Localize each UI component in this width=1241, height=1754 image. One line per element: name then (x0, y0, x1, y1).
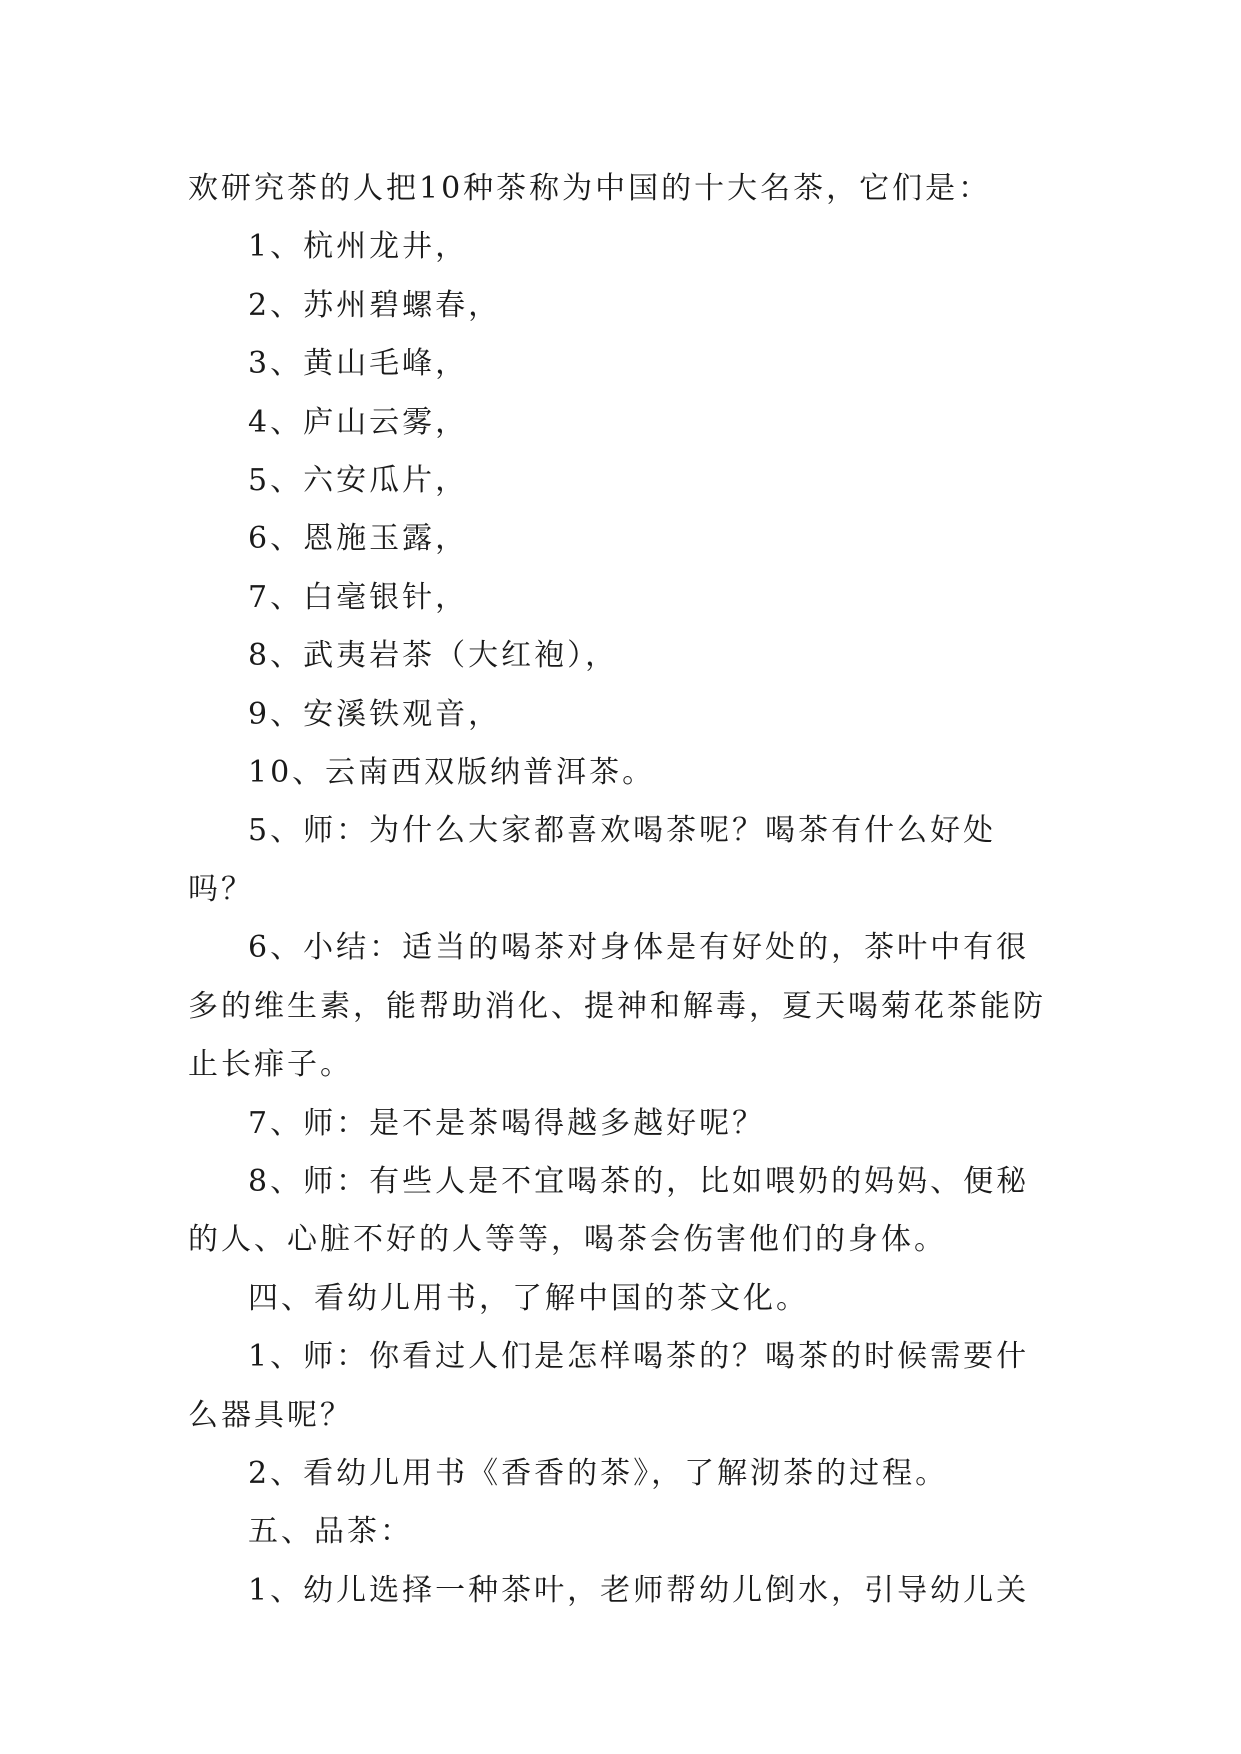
paragraph: 4、庐山云雾， (248, 404, 469, 440)
paragraph: 8、师：有些人是不宜喝茶的，比如喂奶的妈妈、便秘的人、心脏不好的人等等，喝茶会伤害他们的身体。 (188, 1163, 1030, 1258)
paragraph: 五、品茶： (248, 1514, 413, 1550)
paragraph: 6、恩施玉露， (248, 521, 469, 557)
paragraph: 1、师：你看过人们是怎样喝茶的？喝茶的时候需要什么器具呢？ (188, 1339, 1030, 1433)
paragraph: 8、武夷岩茶（大红袍）， (248, 638, 619, 674)
paragraph: 欢研究茶的人把10种茶称为中国的十大名茶，它们是： (188, 171, 992, 206)
paragraph: 5、师：为什么大家都喜欢喝茶呢？喝茶有什么好处吗？ (188, 813, 997, 907)
paragraph: 6、小结：适当的喝茶对身体是有好处的，茶叶中有很多的维生素，能帮助消化、提神和解毒，夏天喝菊花茶能防止长痱子。 (188, 930, 1046, 1083)
paragraph: 2、苏州碧螺春， (248, 287, 502, 323)
paragraph: 5、六安瓜片， (248, 463, 469, 499)
paragraph: 四、看幼儿用书，了解中国的茶文化。 (248, 1280, 809, 1316)
paragraph: 7、白毫银针， (248, 579, 469, 615)
document-body (188, 160, 1058, 1620)
paragraph: 1、幼儿选择一种茶叶，老师帮幼儿倒水，引导幼儿关 (248, 1572, 1030, 1608)
paragraph: 9、安溪铁观音， (248, 696, 502, 732)
paragraph: 3、黄山毛峰， (248, 346, 469, 382)
paragraph: 10、云南西双版纳普洱茶。 (248, 755, 656, 791)
paragraph: 1、杭州龙井， (248, 229, 469, 265)
paragraph: 7、师：是不是茶喝得越多越好呢？ (248, 1105, 766, 1141)
paragraph: 2、看幼儿用书《香香的茶》，了解沏茶的过程。 (248, 1455, 949, 1491)
